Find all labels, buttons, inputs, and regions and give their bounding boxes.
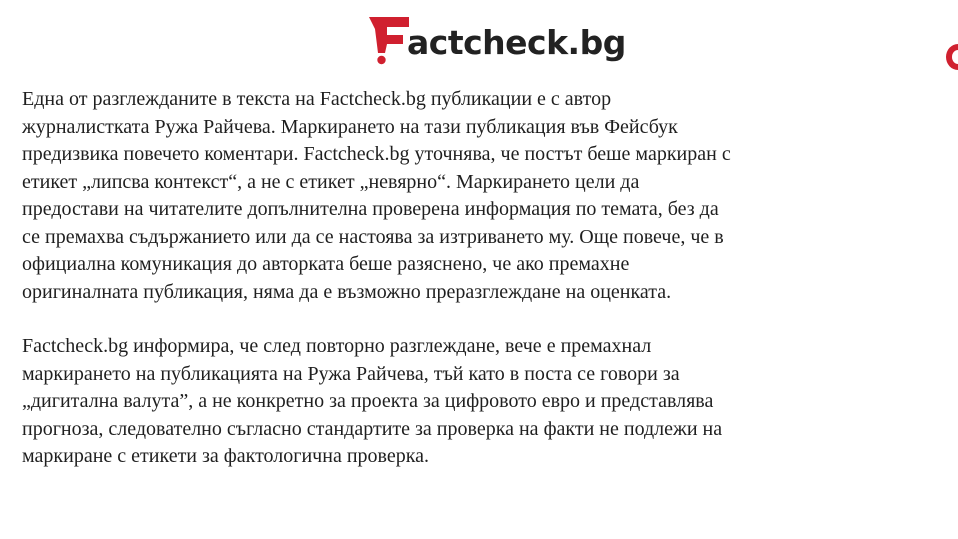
article-paragraph: Factcheck.bg информира, че след повторно разглеждане, вече е премахнал маркирането на публикацията на Ружа Райчева, тъй като в поста се говори за „дигитална валута”, а не конкретно за проекта за цифровото евро и представлява прогноза, следователно съгласно стандартите за проверка на факти не подлежи на маркиране с етикети за фактологична проверка. bbox=[22, 335, 723, 467]
article-body bbox=[22, 86, 950, 471]
red-f-logo-icon bbox=[367, 15, 411, 65]
site-logo[interactable] bbox=[367, 14, 626, 66]
article-paragraph: Една от разглежданите в текста на Factcheck.bg публикации е с автор журналистката Ружа Райчева. Маркирането на тази публикация във Фейсбук предизвика повечето коментари. Factcheck.bg уточнява, че постът беше маркиран с етикет „липсва контекст“, а не с етикет „невярно“. Маркирането цели да предостави на читателите допълнителна проверена информация по темата, без да се премахва съдържанието или да се настоява за изтриването му. Още повече, че в официална комуникация до авторката беше разяснено, че ако премахне оригиналната публикация, няма да е възможно преразглеждане на оценката. bbox=[22, 88, 731, 303]
partial-logo-icon bbox=[944, 42, 958, 72]
site-header bbox=[0, 12, 958, 68]
logo-text: actcheck.bg bbox=[407, 22, 626, 62]
